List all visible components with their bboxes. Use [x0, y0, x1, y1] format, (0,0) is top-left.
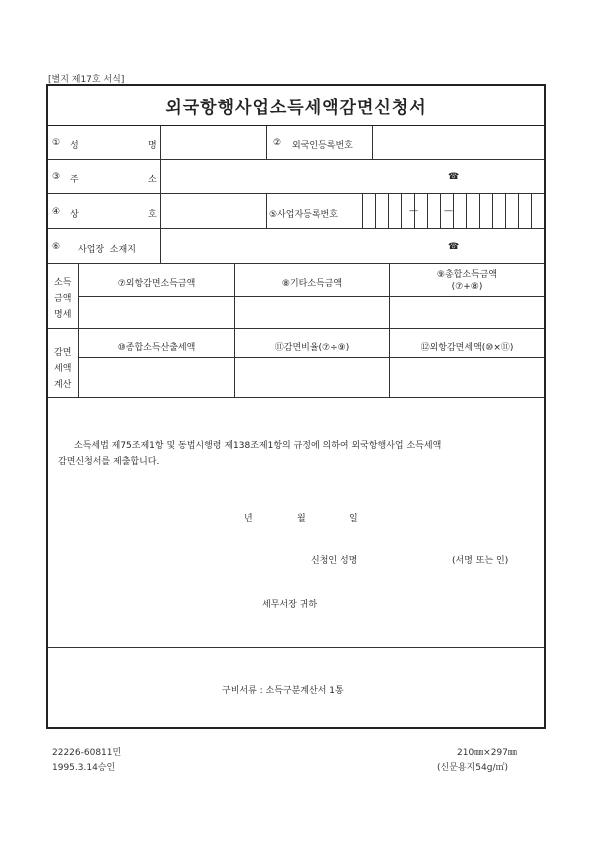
income-side-label: 명세 [54, 310, 72, 320]
reduced-tax-header: ⑫외항감면세액(⑩×⑪) [420, 343, 514, 353]
business-registration-field[interactable] [363, 194, 543, 227]
other-income-field[interactable] [235, 297, 389, 328]
reduction-side-label: 감면 [54, 348, 72, 358]
name-label-b: 명 [148, 141, 157, 151]
date-day-label: 일 [349, 514, 358, 524]
exempt-income-header: ⑦외항감면소득금액 [117, 279, 196, 289]
form-number-label: [별지 제17호 서식] [48, 75, 125, 85]
form-title: 외국항행사업소득세액감면신청서 [165, 98, 427, 118]
income-side-label: 금액 [54, 294, 72, 304]
business-registration-label: ⑤사업자등록번호 [269, 210, 338, 220]
row-divider [48, 328, 544, 329]
name-field[interactable] [161, 127, 265, 158]
trade-name-label-a: 상 [70, 210, 79, 220]
other-income-header: ⑧기타소득금액 [281, 279, 343, 289]
computed-tax-header: ⑩종합소득산출세액 [117, 343, 196, 353]
applicant-name-label: 신청인 성명 [311, 556, 358, 566]
computed-tax-field[interactable] [79, 358, 234, 397]
trade-name-label-b: 호 [148, 210, 157, 220]
telephone-icon: ☎ [448, 242, 460, 252]
total-income-header: ⑨총합소득금액 [436, 270, 498, 280]
foreigner-registration-label: 외국인등록번호 [292, 141, 353, 151]
income-side-label: 소득 [54, 278, 72, 288]
foreigner-registration-field[interactable] [373, 127, 543, 158]
date-year-label: 년 [244, 514, 253, 524]
reduction-ratio-field[interactable] [235, 358, 389, 397]
row6-number: ⑥ [52, 242, 61, 252]
statement-text: 소득세법 제75조제1항 및 동법시행령 제138조제1항의 규정에 의하여 외국항행사업 소득세액 [74, 441, 442, 451]
registration-dash: — [409, 206, 418, 216]
telephone-icon: ☎ [448, 172, 460, 182]
paper-type: (신문용지54g/㎡) [437, 763, 508, 773]
row-divider [48, 263, 544, 264]
address-label-a: 주 [70, 175, 79, 185]
exempt-income-field[interactable] [79, 297, 234, 328]
reduction-ratio-header: ⑪감면비율(⑦÷⑨) [274, 343, 350, 353]
signature-seal-label: (서명 또는 인) [452, 556, 509, 566]
trade-name-field[interactable] [161, 194, 265, 227]
business-location-field[interactable] [161, 229, 543, 262]
addressee-label: 세무서장 귀하 [262, 600, 318, 610]
address-field[interactable] [161, 160, 543, 192]
date-month-label: 월 [297, 514, 306, 524]
name-label-a: 성 [70, 141, 79, 151]
required-documents: 구비서류 : 소득구분계산서 1통 [222, 686, 344, 696]
reduced-tax-field[interactable] [390, 358, 544, 397]
row-divider [48, 647, 544, 648]
row2-number: ② [273, 138, 282, 148]
row4-number: ④ [52, 207, 61, 217]
reduction-side-label: 계산 [54, 380, 72, 390]
reduction-side-label: 세액 [54, 364, 72, 374]
column-divider [266, 126, 267, 159]
total-income-formula: (⑦+⑧) [451, 282, 483, 292]
column-divider [266, 193, 267, 228]
title-row [48, 86, 544, 126]
registration-dash: — [444, 206, 453, 216]
address-label-b: 소 [148, 175, 157, 185]
total-income-field[interactable] [390, 297, 544, 328]
row-divider [48, 397, 544, 398]
statement-text-continued: 감면신청서를 제출합니다. [58, 457, 160, 467]
row3-number: ③ [52, 172, 61, 182]
business-location-label: 사업장 소재지 [78, 245, 136, 255]
form-code: 22226-60811민 [52, 748, 122, 758]
approval-date: 1995.3.14승인 [52, 763, 116, 773]
row1-number: ① [52, 138, 61, 148]
paper-size: 210㎜×297㎜ [457, 748, 517, 758]
